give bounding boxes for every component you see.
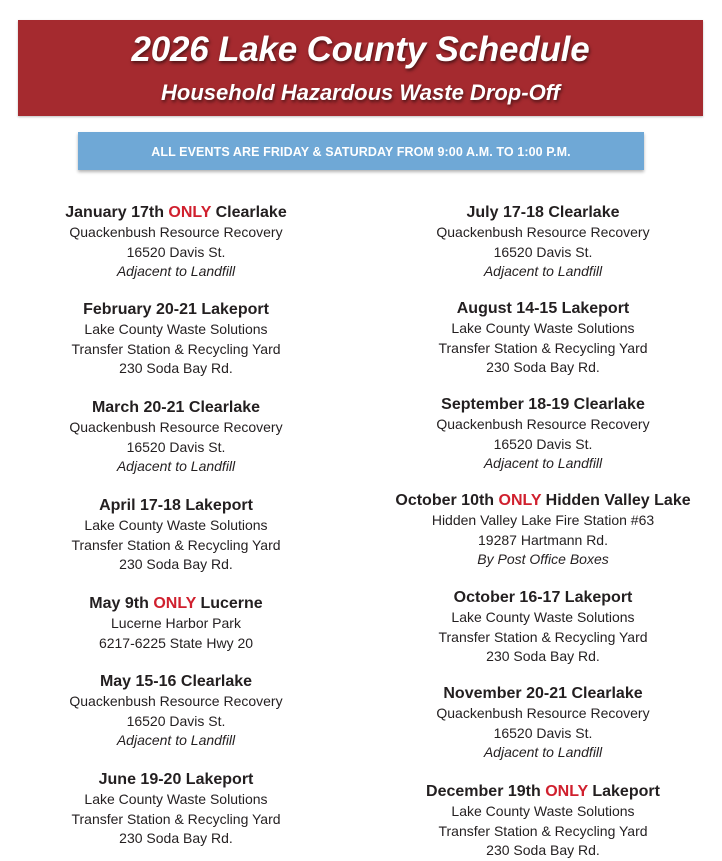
event-city: Clearlake <box>548 204 620 221</box>
event-city: Clearlake <box>573 396 645 413</box>
event-date: December 19th <box>426 783 541 800</box>
event-detail-line: 230 Soda Bay Rd. <box>486 842 600 858</box>
event-entry <box>373 684 713 763</box>
event-detail-line: 230 Soda Bay Rd. <box>486 359 600 375</box>
event-heading <box>373 203 713 223</box>
event-detail-line: Adjacent to Landfill <box>116 732 236 748</box>
event-detail-line: Lake County Waste Solutions <box>451 609 635 625</box>
event-city: Lakeport <box>185 497 253 514</box>
event-date: November 20-21 <box>443 685 567 702</box>
event-entry <box>373 588 713 667</box>
event-heading <box>373 782 713 802</box>
event-city: Lakeport <box>201 301 269 318</box>
event-date: September 18-19 <box>441 396 570 413</box>
event-city: Clearlake <box>180 673 253 690</box>
event-detail-line: Quackenbush Resource Recovery <box>436 705 650 721</box>
event-detail-line: Adjacent to Landfill <box>116 458 236 474</box>
event-date: May 15-16 <box>99 673 177 690</box>
page-title: 2026 Lake County Schedule <box>131 30 590 69</box>
page-subtitle: Household Hazardous Waste Drop-Off <box>161 80 560 105</box>
event-detail-line: Transfer Station & Recycling Yard <box>71 340 281 357</box>
event-city: Lakeport <box>592 783 660 800</box>
event-detail-line: Lake County Waste Solutions <box>451 803 635 819</box>
event-detail-line: Lake County Waste Solutions <box>84 321 268 337</box>
event-date: March 20-21 <box>91 399 185 416</box>
event-date: April 17-18 <box>99 497 181 514</box>
event-city: Lakeport <box>564 589 633 606</box>
event-detail-line: Quackenbush Resource Recovery <box>69 419 283 435</box>
event-detail-line: Quackenbush Resource Recovery <box>436 224 650 240</box>
event-detail-line: 16520 Davis St. <box>493 724 593 741</box>
event-detail-line: Lucerne Harbor Park <box>111 615 241 631</box>
event-city: Clearlake <box>188 399 261 416</box>
event-detail-line: Hidden Valley Lake Fire Station #63 <box>431 512 655 528</box>
event-detail-line: Quackenbush Resource Recovery <box>69 693 283 709</box>
hours-notice: ALL EVENTS ARE FRIDAY & SATURDAY FROM 9:00 A.M. TO 1:00 P.M. <box>78 132 644 170</box>
event-date: May 9th <box>89 595 149 612</box>
event-heading <box>373 684 713 704</box>
event-detail-line: 19287 Hartmann Rd. <box>478 531 608 548</box>
event-heading <box>373 395 713 415</box>
event-detail-line: 16520 Davis St. <box>493 435 593 452</box>
event-entry <box>373 299 713 378</box>
event-city: Lakeport <box>185 771 254 788</box>
event-city: Lakeport <box>561 300 630 317</box>
event-detail-line: Adjacent to Landfill <box>483 744 603 760</box>
only-badge: ONLY <box>153 595 196 612</box>
event-detail-line: 230 Soda Bay Rd. <box>119 556 233 572</box>
event-entry <box>373 203 713 282</box>
event-detail-line: Lake County Waste Solutions <box>84 791 268 807</box>
event-detail-line: 230 Soda Bay Rd. <box>119 830 233 846</box>
event-detail-line: Quackenbush Resource Recovery <box>69 224 283 240</box>
event-date: January 17th <box>65 204 164 221</box>
event-city: Clearlake <box>215 204 287 221</box>
event-detail-line: 230 Soda Bay Rd. <box>119 360 233 376</box>
only-badge: ONLY <box>545 783 588 800</box>
event-detail-line: Transfer Station & Recycling Yard <box>438 339 648 356</box>
event-heading <box>373 299 713 319</box>
event-detail-line: Lake County Waste Solutions <box>84 517 268 533</box>
event-date: October 16-17 <box>453 589 561 606</box>
event-entry <box>373 395 713 474</box>
event-city: Hidden Valley Lake <box>545 492 691 509</box>
event-city: Clearlake <box>571 685 643 702</box>
event-date: July 17-18 <box>466 204 544 221</box>
event-detail-line: Transfer Station & Recycling Yard <box>71 536 281 553</box>
event-detail-line: Adjacent to Landfill <box>116 263 236 279</box>
event-entry <box>373 491 713 570</box>
only-badge: ONLY <box>168 204 212 221</box>
event-detail-line: Transfer Station & Recycling Yard <box>438 822 648 839</box>
event-detail-line: 16520 Davis St. <box>126 243 226 260</box>
event-entry <box>373 782 713 861</box>
event-heading <box>373 588 713 608</box>
event-detail-line: 6217-6225 State Hwy 20 <box>98 634 254 651</box>
event-detail-line: 230 Soda Bay Rd. <box>486 648 600 664</box>
event-detail-line: 16520 Davis St. <box>493 243 593 260</box>
event-date: October 10th <box>395 492 495 509</box>
event-detail-line: Transfer Station & Recycling Yard <box>438 628 648 645</box>
event-detail-line: By Post Office Boxes <box>477 551 609 567</box>
event-city: Lucerne <box>200 595 263 612</box>
event-detail-line: Adjacent to Landfill <box>483 263 603 279</box>
event-date: June 19-20 <box>98 771 182 788</box>
event-heading <box>373 491 713 511</box>
event-detail-line: Adjacent to Landfill <box>483 455 603 471</box>
event-detail-line: Lake County Waste Solutions <box>451 320 635 336</box>
event-detail-line: 16520 Davis St. <box>126 712 226 729</box>
event-detail-line: Quackenbush Resource Recovery <box>436 416 650 432</box>
only-badge: ONLY <box>498 492 542 509</box>
event-date: February 20-21 <box>83 301 197 318</box>
event-detail-line: Transfer Station & Recycling Yard <box>71 810 281 827</box>
event-date: August 14-15 <box>456 300 558 317</box>
event-detail-line: 16520 Davis St. <box>126 438 226 455</box>
